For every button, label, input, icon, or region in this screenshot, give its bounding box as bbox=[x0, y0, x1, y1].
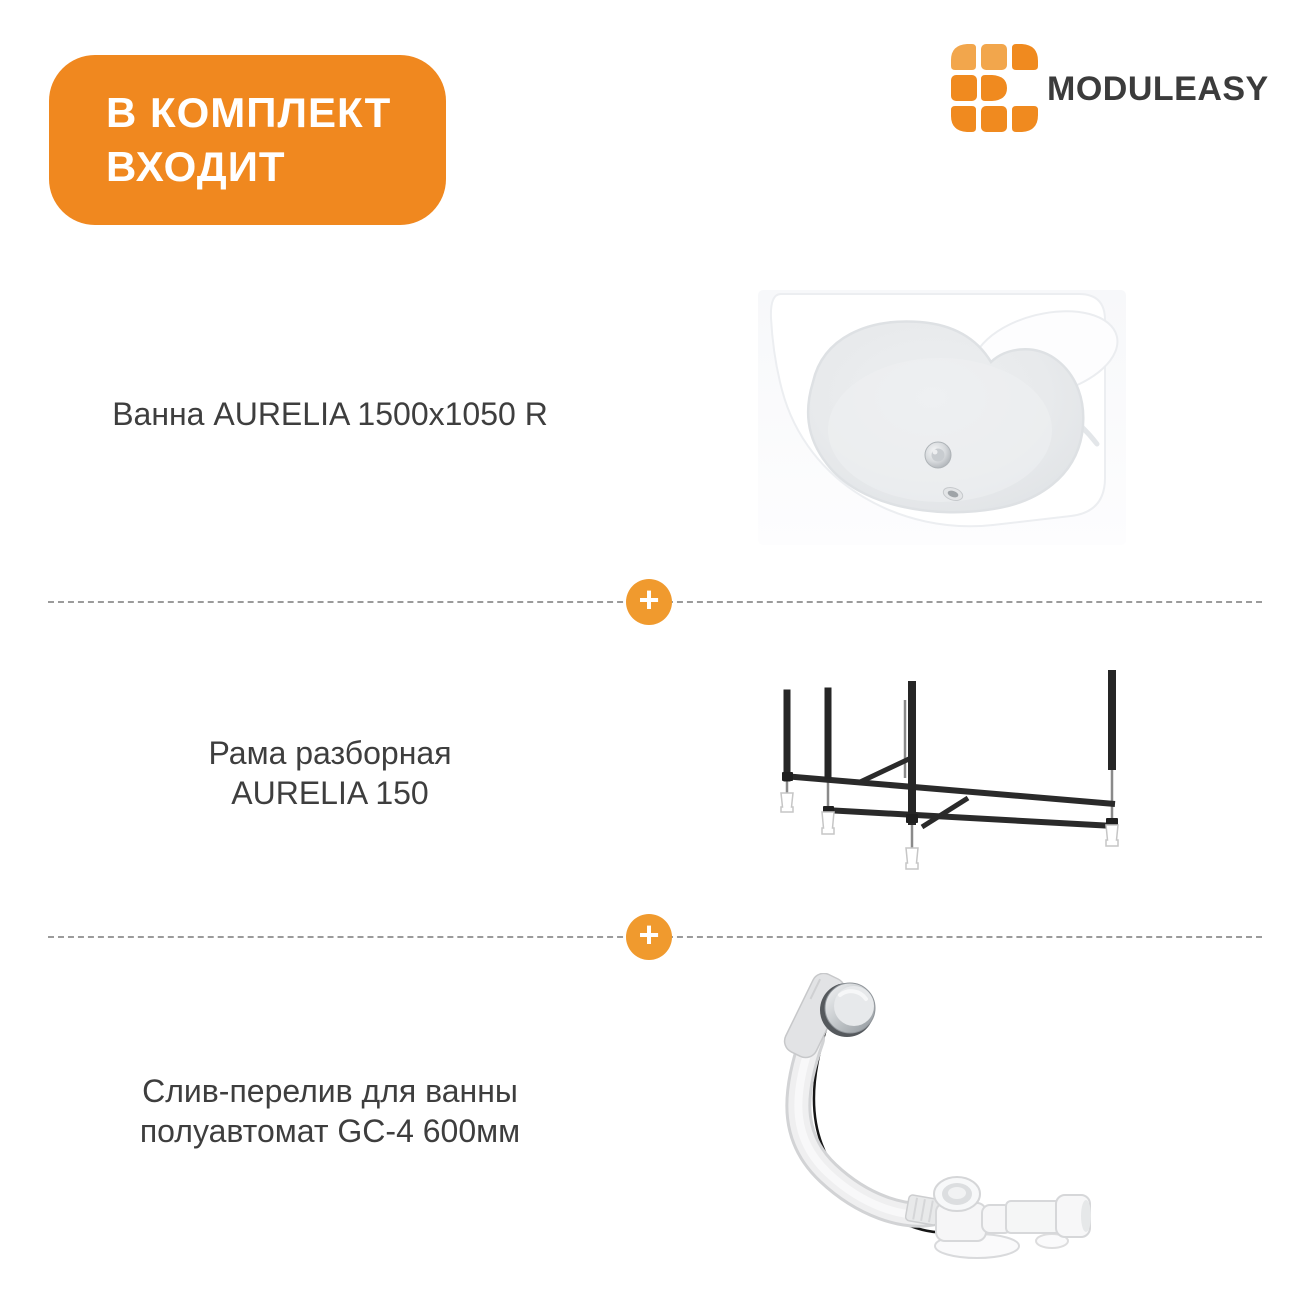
item-3-label bbox=[40, 1071, 620, 1151]
plus-icon bbox=[626, 579, 672, 625]
item-3-label-line-2: полуавтомат GC-4 600мм bbox=[139, 1113, 521, 1149]
brand-logo bbox=[950, 42, 1269, 137]
badge-line-1: В КОМПЛЕКТ bbox=[106, 89, 392, 136]
module-grid-icon bbox=[950, 43, 1039, 136]
brand-name: MODULEASY bbox=[1047, 70, 1269, 108]
kit-included-badge bbox=[49, 55, 446, 225]
item-2-label-line-2: AURELIA 150 bbox=[231, 775, 429, 811]
plus-glyph: + bbox=[638, 914, 660, 955]
plus-icon bbox=[626, 914, 672, 960]
bath-support-frame bbox=[775, 658, 1135, 873]
item-2-label-line-1: Рама разборная bbox=[208, 735, 452, 771]
corner-bathtub-top-view bbox=[755, 282, 1130, 547]
item-1-label bbox=[40, 394, 620, 434]
item-1-label-line-1: Ванна AURELIA 1500x1050 R bbox=[112, 396, 548, 432]
drain-overflow-kit bbox=[768, 973, 1218, 1288]
item-3-label-line-1: Слив-перелив для ванны bbox=[142, 1073, 518, 1109]
badge-line-2: ВХОДИТ bbox=[106, 143, 286, 190]
item-2-label bbox=[40, 733, 620, 813]
plus-glyph: + bbox=[638, 579, 660, 620]
